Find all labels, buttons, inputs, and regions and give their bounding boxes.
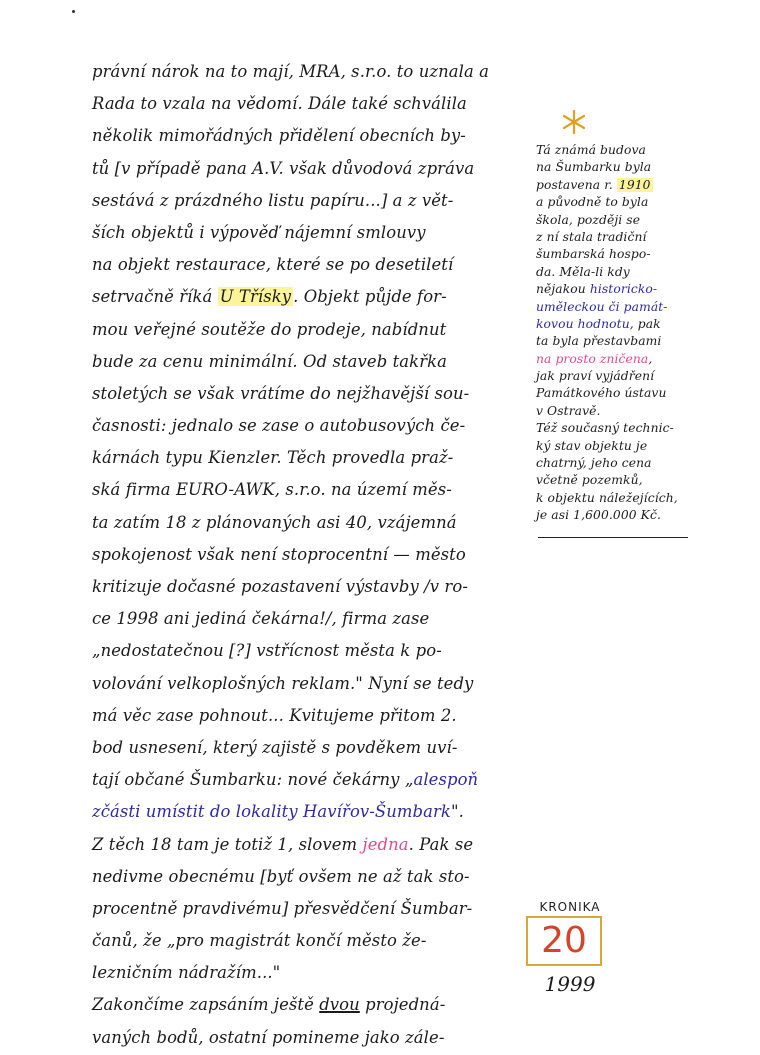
side-note-text: k objektu náležejících, bbox=[536, 490, 678, 505]
main-text-line bbox=[92, 1022, 522, 1054]
main-text-text: ". bbox=[450, 802, 464, 822]
chronicle-year: 1999 bbox=[544, 972, 596, 996]
main-text-line bbox=[92, 668, 522, 700]
main-text-text: „nedostatečnou [?] vstřícnost města k po- bbox=[92, 641, 442, 661]
main-text-line bbox=[92, 314, 522, 346]
main-text-line bbox=[92, 56, 522, 88]
margin-dot bbox=[72, 10, 75, 13]
side-note-line bbox=[536, 333, 726, 350]
main-text-line bbox=[92, 829, 522, 861]
main-text-line bbox=[92, 474, 522, 506]
main-text-line bbox=[92, 153, 522, 185]
main-text-text: mou veřejné soutěže do prodeje, nabídnut bbox=[92, 319, 447, 339]
side-note-text: da. Měla-li kdy bbox=[536, 264, 630, 279]
side-note-divider bbox=[538, 537, 688, 539]
side-note-text: Tá známá budova bbox=[536, 143, 646, 157]
main-text-text: Rada to vzala na vědomí. Dále také schválila bbox=[92, 94, 467, 114]
main-text-line bbox=[92, 378, 522, 410]
asterisk-icon bbox=[560, 108, 588, 136]
side-note-line bbox=[536, 472, 726, 489]
side-note-line bbox=[536, 299, 726, 316]
side-note-line bbox=[536, 246, 726, 263]
side-note-text: a původně to byla bbox=[536, 195, 649, 210]
main-text-text: ská firma EURO-AWK, s.r.o. na území měs- bbox=[92, 480, 452, 500]
side-note-text: Památkového ústavu bbox=[536, 386, 667, 401]
underlined-text: dvou bbox=[319, 995, 360, 1015]
main-text-text: . Objekt půjde for- bbox=[293, 287, 447, 307]
main-text-text: Zakončíme zapsáním ještě bbox=[92, 995, 320, 1015]
side-note-line bbox=[536, 316, 726, 333]
main-text-line bbox=[92, 957, 522, 989]
main-text-line bbox=[92, 442, 522, 474]
blue-ink-text: historicko- bbox=[589, 282, 658, 297]
side-note-line bbox=[536, 420, 726, 437]
side-note-text: jak praví vyjádření bbox=[536, 369, 655, 384]
main-text-line bbox=[92, 346, 522, 378]
side-note-text: postavena r. bbox=[536, 177, 617, 192]
side-note-text: , pak bbox=[629, 316, 661, 331]
main-text-text: ších objektů i výpověď nájemní smlouvy bbox=[92, 222, 426, 242]
main-text-text: ta zatím 18 z plánovaných asi 40, vzájemná bbox=[92, 512, 457, 532]
main-text-text: několik mimořádných přidělení obecních by- bbox=[92, 126, 466, 146]
main-text-line bbox=[92, 700, 522, 732]
main-text-line bbox=[92, 764, 522, 796]
main-text-line bbox=[92, 635, 522, 667]
side-note-line bbox=[536, 351, 726, 368]
side-note-text: ta byla přestavbami bbox=[536, 334, 662, 349]
side-note-text: ký stav objektu je bbox=[536, 438, 648, 453]
main-text-line bbox=[92, 571, 522, 603]
main-text-text: bude za cenu minimální. Od staveb takřka bbox=[92, 351, 448, 371]
side-note-text: na Šumbarku byla bbox=[536, 160, 652, 175]
main-text-text: Z těch 18 tam je totiž 1, slovem bbox=[92, 834, 363, 854]
highlighted-text: U Třísky bbox=[219, 287, 292, 307]
main-text-line bbox=[92, 507, 522, 539]
main-text-text: setrvačně říká bbox=[92, 287, 218, 307]
main-text-line bbox=[92, 925, 522, 957]
main-text-line bbox=[92, 185, 522, 217]
main-text-text: vaných bodů, ostatní pomineme jako zále- bbox=[92, 1027, 445, 1047]
main-text-text: bod usnesení, který zajistě s povděkem uví- bbox=[92, 737, 458, 757]
side-note-text: , bbox=[648, 351, 653, 366]
main-text-text: kritizuje dočasné pozastavení výstavby /v ro- bbox=[92, 577, 468, 596]
side-note-line bbox=[536, 264, 726, 281]
side-note-text: Též současný technic- bbox=[536, 421, 674, 436]
side-note-line bbox=[536, 159, 726, 176]
side-note-line bbox=[536, 281, 726, 298]
side-note-text: včetně pozemků, bbox=[536, 473, 643, 488]
side-note-text: je asi 1,600.000 Kč. bbox=[536, 508, 661, 523]
pink-ink-text: jedna bbox=[362, 834, 409, 854]
side-note-line bbox=[536, 507, 726, 524]
main-text-text: má věc zase pohnout... Kvitujeme přitom 2. bbox=[92, 705, 457, 725]
blue-ink-text: alespoň bbox=[413, 770, 479, 790]
side-note-line bbox=[536, 212, 726, 229]
main-text-text: časnosti: jednalo se zase o autobusových če- bbox=[92, 416, 466, 436]
side-note-text: nějakou bbox=[536, 282, 590, 297]
main-text-line bbox=[92, 88, 522, 120]
main-text-text: ce 1998 ani jediná čekárna!/, firma zase bbox=[92, 609, 430, 629]
side-note-line bbox=[536, 177, 726, 194]
main-text-text: na objekt restaurace, které se po desetiletí bbox=[92, 255, 454, 275]
main-text-text: tů [v případě pana A.V. však důvodová zpráva bbox=[92, 158, 475, 178]
blue-ink-text: zčásti umístit do lokality Havířov-Šumbark bbox=[92, 802, 451, 822]
side-note-line bbox=[536, 142, 726, 159]
main-text-text: právní nárok na to mají, MRA, s.r.o. to uznala a bbox=[92, 62, 490, 81]
main-text-line bbox=[92, 861, 522, 893]
main-text-line bbox=[92, 249, 522, 281]
page-number: 20 bbox=[541, 920, 587, 961]
main-text-text: čanů, že „pro magistrát končí město že- bbox=[92, 931, 427, 951]
blue-ink-text: kovou hodnotu bbox=[536, 316, 630, 331]
main-text-line bbox=[92, 539, 522, 571]
side-note-line bbox=[536, 490, 726, 507]
side-note-text: šumbarská hospo- bbox=[536, 247, 651, 262]
side-note-line bbox=[536, 385, 726, 402]
main-text-text: nedivme obecnému [byť ovšem ne až tak sto- bbox=[92, 866, 470, 886]
side-note-line bbox=[536, 229, 726, 246]
side-note-text: v Ostravě. bbox=[536, 403, 601, 418]
blue-ink-text: uměleckou či památ- bbox=[536, 299, 668, 314]
main-text-text: sestává z prázdného listu papíru...] a z vět- bbox=[92, 190, 454, 210]
main-text-line bbox=[92, 893, 522, 925]
side-note bbox=[536, 142, 726, 525]
pink-ink-text: na prosto zničena bbox=[536, 351, 649, 366]
side-note-line bbox=[536, 194, 726, 211]
main-text-line bbox=[92, 120, 522, 152]
main-text-text: . Pak se bbox=[408, 834, 474, 854]
main-text-text: volování velkoplošných reklam." Nyní se tedy bbox=[92, 673, 474, 693]
main-text-line bbox=[92, 217, 522, 249]
side-note-line bbox=[536, 368, 726, 385]
main-text-text: tají občané Šumbarku: nové čekárny „ bbox=[92, 770, 414, 790]
main-text-text: kárnách typu Kienzler. Těch provedla praž- bbox=[92, 448, 454, 468]
kronika-label: KRONIKA bbox=[539, 900, 601, 914]
side-note-text: škola, později se bbox=[536, 212, 641, 227]
main-text-line bbox=[92, 796, 522, 828]
main-text-line bbox=[92, 281, 522, 313]
main-text-line bbox=[92, 603, 522, 635]
main-text-text: projedná- bbox=[359, 995, 446, 1015]
side-note-line bbox=[536, 455, 726, 472]
main-text-line bbox=[92, 732, 522, 764]
main-text-text: procentně pravdivému] přesvědčení Šumbar- bbox=[92, 898, 473, 918]
main-text-text: stoletých se však vrátíme do nejžhavější sou- bbox=[92, 383, 470, 403]
highlighted-text: 1910 bbox=[618, 177, 651, 192]
side-note-line bbox=[536, 438, 726, 455]
main-text-line bbox=[92, 410, 522, 442]
main-text-line bbox=[92, 989, 522, 1021]
main-text-text: spokojenost však není stoprocentní — město bbox=[92, 544, 466, 564]
side-note-line bbox=[536, 403, 726, 420]
main-text-text: lezničním nádražím..." bbox=[92, 963, 281, 983]
side-note-text: z ní stala tradiční bbox=[536, 229, 647, 244]
side-note-text: chatrný, jeho cena bbox=[536, 456, 652, 471]
main-handwritten-text bbox=[92, 56, 522, 1054]
